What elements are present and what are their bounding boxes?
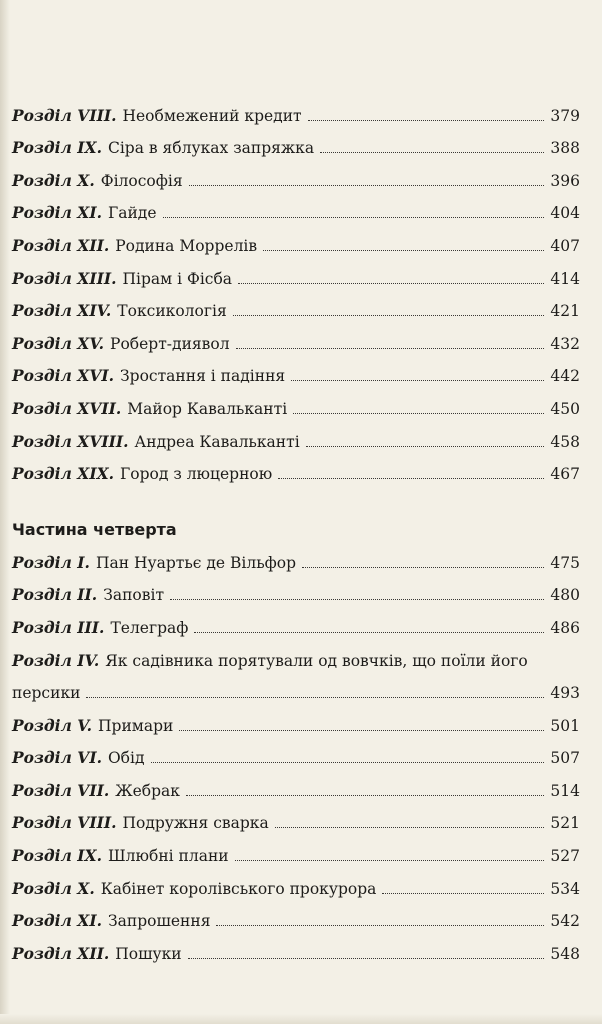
chapter-title: Зростання і падіння [120,367,286,386]
chapter-label: Розділ VIII. [12,813,117,833]
page-number: 404 [550,204,580,223]
chapter-label: Розділ XI. [12,911,102,931]
toc-entry[interactable] [12,604,580,637]
chapter-label: Розділ XVIII. [12,431,129,451]
dot-leader [236,347,545,349]
toc-entry[interactable] [12,418,580,451]
page-number: 407 [550,236,580,255]
dot-leader [194,631,544,633]
chapter-title: Пошуки [115,944,182,963]
chapter-title: Шлюбні плани [107,847,229,866]
chapter-label: Розділ IV. [12,650,100,670]
section-heading: Частина четверта [12,520,177,540]
toc-entry[interactable] [12,353,580,386]
chapter-title: Гайде [107,204,157,223]
chapter-title-continuation: персики [12,684,81,703]
page-number: 414 [550,269,580,288]
dot-leader [189,184,545,186]
chapter-title: Пан Нуартьє де Вільфор [95,553,297,572]
toc-entry[interactable] [12,255,580,288]
toc-entry[interactable] [12,539,580,572]
chapter-label: Розділ IX. [12,846,102,866]
chapter-label: Розділ VII. [12,780,110,800]
chapter-label: Розділ XIX. [12,464,114,484]
dot-leader [263,249,544,251]
chapter-label: Розділ VI. [12,748,102,768]
chapter-title: Як садівника порятували од вовчків, що поїли його [105,651,528,670]
toc-entry[interactable] [12,800,580,833]
page-number: 379 [550,106,580,125]
page-number: 421 [550,302,580,321]
dot-leader [293,412,544,414]
dot-leader [179,729,544,731]
chapter-title: Примари [98,716,174,735]
chapter-title: Роберт-диявол [110,334,230,353]
page-number: 486 [550,618,580,637]
dot-leader [382,892,544,894]
chapter-label: Розділ XIII. [12,268,117,288]
chapter-title: Необмежений кредит [122,106,302,125]
page-number: 458 [550,432,580,451]
chapter-label: Розділ IX. [12,138,102,158]
toc-entry-wrapped[interactable] [12,637,580,702]
chapter-title: Філософія [100,171,183,190]
chapter-label: Розділ VIII. [12,105,117,125]
toc-entry[interactable] [12,832,580,865]
chapter-label: Розділ XV. [12,333,105,353]
page-number: 507 [550,749,580,768]
page-number: 450 [550,399,580,418]
toc-entry[interactable] [12,222,580,255]
dot-leader [320,151,544,153]
chapter-title: Сіра в яблуках запряжка [107,139,315,158]
page-number: 475 [550,553,580,572]
chapter-title: Кабінет королівського прокурора [100,879,377,898]
dot-leader [235,859,545,861]
toc-entry[interactable] [12,767,580,800]
toc-entry[interactable] [12,451,580,484]
toc-entry[interactable] [12,157,580,190]
chapter-label: Розділ II. [12,585,98,605]
chapter-title: Майор Кавальканті [127,399,288,418]
dot-leader [188,957,545,959]
toc-entry[interactable] [12,865,580,898]
dot-leader [151,761,545,763]
page-number: 514 [550,781,580,800]
part-four-entries-b [12,702,580,963]
toc-entry[interactable] [12,288,580,321]
page-number: 396 [550,171,580,190]
chapter-label: Розділ V. [12,715,93,735]
table-of-contents [12,92,580,963]
dot-leader [302,566,544,568]
dot-leader [306,445,545,447]
page-number: 493 [550,684,580,703]
dot-leader [216,924,544,926]
page-edge-shadow [0,0,10,1024]
chapter-title: Обід [107,749,145,768]
dot-leader [186,794,544,796]
dot-leader [170,598,544,600]
dot-leader [291,379,544,381]
chapter-label: Розділ X. [12,170,95,190]
toc-entry[interactable] [12,702,580,735]
chapter-label: Розділ XVI. [12,366,114,386]
chapter-label: Розділ XVII. [12,398,122,418]
page-number: 501 [550,716,580,735]
part-three-entries [12,92,580,483]
chapter-label: Розділ III. [12,617,105,637]
dot-leader [275,826,545,828]
chapter-title: Токсикологія [117,302,227,321]
dot-leader [233,314,545,316]
dot-leader [278,477,544,479]
chapter-title: Подружня сварка [122,814,269,833]
chapter-label: Розділ XII. [12,943,110,963]
toc-entry[interactable] [12,92,580,125]
page-number: 542 [550,912,580,931]
page-number: 432 [550,334,580,353]
chapter-title: Запрошення [107,912,211,931]
chapter-label: Розділ XII. [12,235,110,255]
page-number: 527 [550,847,580,866]
dot-leader [86,696,544,698]
page-number: 467 [550,465,580,484]
page-number: 480 [550,586,580,605]
chapter-label: Розділ I. [12,552,90,572]
toc-entry[interactable] [12,930,580,963]
page-number: 548 [550,944,580,963]
toc-entry[interactable] [12,125,580,158]
toc-entry[interactable] [12,385,580,418]
chapter-title: Телеграф [110,618,189,637]
chapter-label: Розділ X. [12,878,95,898]
toc-entry[interactable] [12,572,580,605]
chapter-title: Пірам і Фісба [122,269,233,288]
toc-entry[interactable] [12,190,580,223]
chapter-label: Розділ XIV. [12,301,112,321]
toc-entry[interactable] [12,898,580,931]
page-bottom-edge [0,1014,602,1024]
chapter-title: Город з люцерною [120,465,273,484]
chapter-title: Жебрак [115,781,180,800]
dot-leader [238,282,544,284]
page-number: 534 [550,879,580,898]
page-number: 388 [550,139,580,158]
chapter-title: Андреа Кавальканті [134,432,300,451]
chapter-label: Розділ XI. [12,203,102,223]
chapter-title: Заповіт [103,586,165,605]
toc-entry[interactable] [12,320,580,353]
part-four-entries-a [12,539,580,637]
page-number: 442 [550,367,580,386]
toc-entry[interactable] [12,735,580,768]
chapter-title: Родина Моррелів [115,236,258,255]
page-number: 521 [550,814,580,833]
dot-leader [308,119,545,121]
dot-leader [163,216,545,218]
